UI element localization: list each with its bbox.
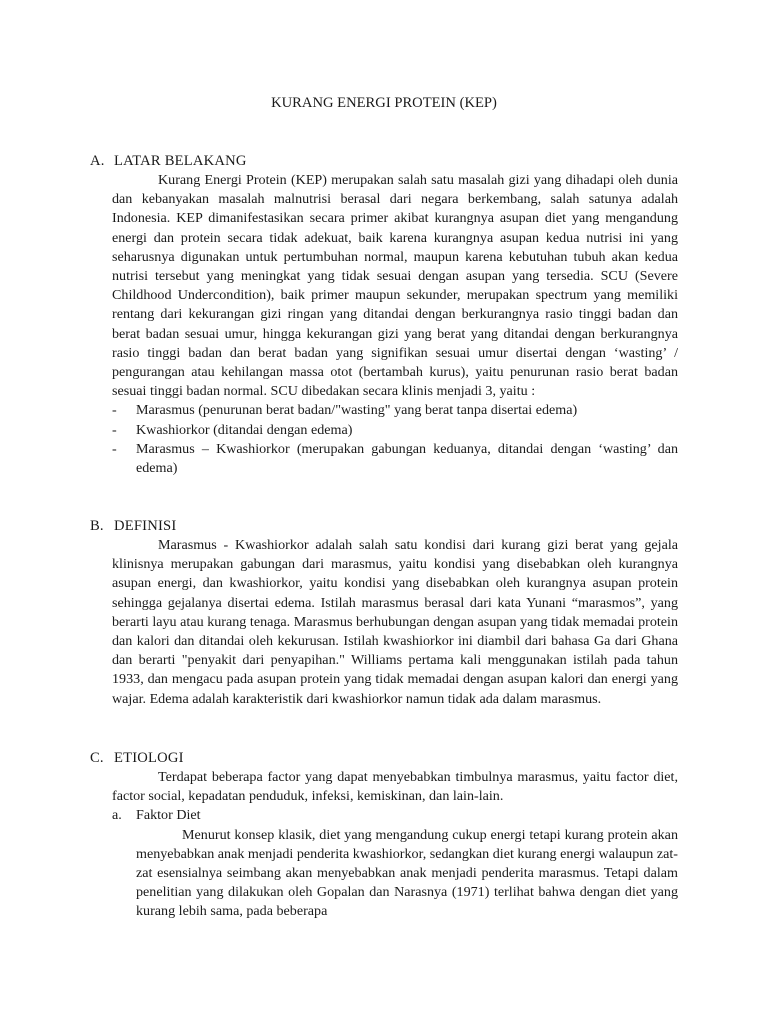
paragraph-text: Kurang Energi Protein (KEP) merupakan salah satu masalah gizi yang dihadapi oleh dunia dan kebanyakan masalah malnutrisi berasal dari negara berkembang, salah satunya adalah Indonesia. KEP dimanifestasikan secara primer akibat kurangnya asupan diet yang mengandung energi dan protein secara tidak adekuat, baik karena kurangnya asupan kedua nutrisi ini yang seharusnya digunakan untuk pertumbuhan normal, maupun karena kebutuhan tubuh akan kedua nutrisi tersebut yang meningkat yang tidak sesuai dengan asupan yang tersedia. SCU (Severe Childhood Undercondition), baik primer maupun sekunder, merupakan spectrum yang memiliki rentang dari kekurangan gizi ringan yang ditandai dengan berkurangnya rasio tinggi badan dan berat badan sesuai umur, hingga kekurangan gizi yang berat yang ditandai dengan berkurangnya rasio tinggi badan dan berat badan yang signifikan sesuai umur disertai dengan ‘wasting’ / pengurangan atau kehilangan massa otot (bertambah kurus), yaitu penurunan rasio berat badan sesuai tinggi badan normal. SCU dibedakan secara klinis menjadi 3, yaitu : xyxy=(112,172,678,400)
section-etiologi xyxy=(90,749,678,922)
list-item-text: Marasmus (penurunan berat badan/"wasting" yang berat tanpa disertai edema) xyxy=(136,402,578,419)
list-item-text: Marasmus – Kwashiorkor (merupakan gabungan keduanya, ditandai dengan ‘wasting’ dan edema) xyxy=(136,440,678,477)
paragraph-text: Terdapat beberapa factor yang dapat menyebabkan timbulnya marasmus, yaitu factor diet, factor social, kepadatan penduduk, infeksi, kemiskinan, dan lain-lain. xyxy=(112,769,678,805)
section-title: DEFINISI xyxy=(114,518,177,534)
subsection-title: Faktor Diet xyxy=(136,807,201,824)
list-item: - Marasmus (penurunan berat badan/"wasting" yang berat tanpa disertai edema) xyxy=(112,402,578,419)
paragraph-text: Menurut konsep klasik, diet yang mengandung cukup energi tetapi kurang protein akan menyebabkan anak menjadi penderita kwashiorkor, sedangkan diet kurang energi walaupun zat-zat esensialnya seimbang akan menyebabkan anak menjadi penderita marasmus. Tetapi dalam penelitian yang dilakukan oleh Gopalan dan Narasnya (1971) terlihat bahwa dengan diet yang kurang lebih sama, pada beberapa xyxy=(136,826,678,920)
list-item: - Kwashiorkor (ditandai dengan edema) xyxy=(112,421,353,438)
section-definisi xyxy=(90,517,678,709)
document-title: KURANG ENERGI PROTEIN (KEP) xyxy=(271,95,497,111)
section-letter: B. xyxy=(90,518,104,534)
list-item-text: Kwashiorkor (ditandai dengan edema) xyxy=(136,421,353,438)
bullet-list xyxy=(90,401,678,478)
subsection-paragraph xyxy=(136,826,678,922)
section-letter: A. xyxy=(90,153,105,169)
section-title: ETIOLOGI xyxy=(114,750,184,766)
section-title: LATAR BELAKANG xyxy=(114,153,247,169)
paragraph xyxy=(112,536,678,709)
section-heading xyxy=(90,749,678,768)
section-heading xyxy=(90,517,678,536)
paragraph xyxy=(112,171,678,401)
subsection-heading xyxy=(90,806,678,825)
subsection-letter: a. xyxy=(112,807,122,824)
section-latar-belakang xyxy=(90,152,678,478)
section-letter: C. xyxy=(90,750,104,766)
paragraph xyxy=(112,768,678,806)
paragraph-text: Marasmus - Kwashiorkor adalah salah satu kondisi dari kurang gizi berat yang gejala klinisnya merupakan gabungan dari marasmus, yaitu kondisi yang disebabkan oleh kurangnya asupan energi, dan kwashiorkor, yaitu kondisi yang disebabkan oleh kurangnya asupan protein sehingga gejalanya disertai edema. Istilah marasmus berasal dari kata Yunani “marasmos”, yang berarti layu atau kurang tenaga. Marasmus berhubungan dengan asupan yang tidak memadai protein dan kalori dan ditandai oleh kekurusan. Istilah kwashiorkor ini diambil dari bahasa Ga dari Ghana dan berarti "penyakit dari penyapihan." Williams pertama kali menggunakan istilah pada tahun 1933, dan mengacu pada asupan protein yang tidak memadai dengan asupan kalori dan energi yang wajar. Edema adalah karakteristik dari kwashiorkor namun tidak ada dalam marasmus. xyxy=(112,537,678,707)
list-item: - Marasmus – Kwashiorkor (merupakan gabungan keduanya, ditandai dengan ‘wasting’ dan edema) xyxy=(112,440,678,477)
section-heading xyxy=(90,152,678,171)
